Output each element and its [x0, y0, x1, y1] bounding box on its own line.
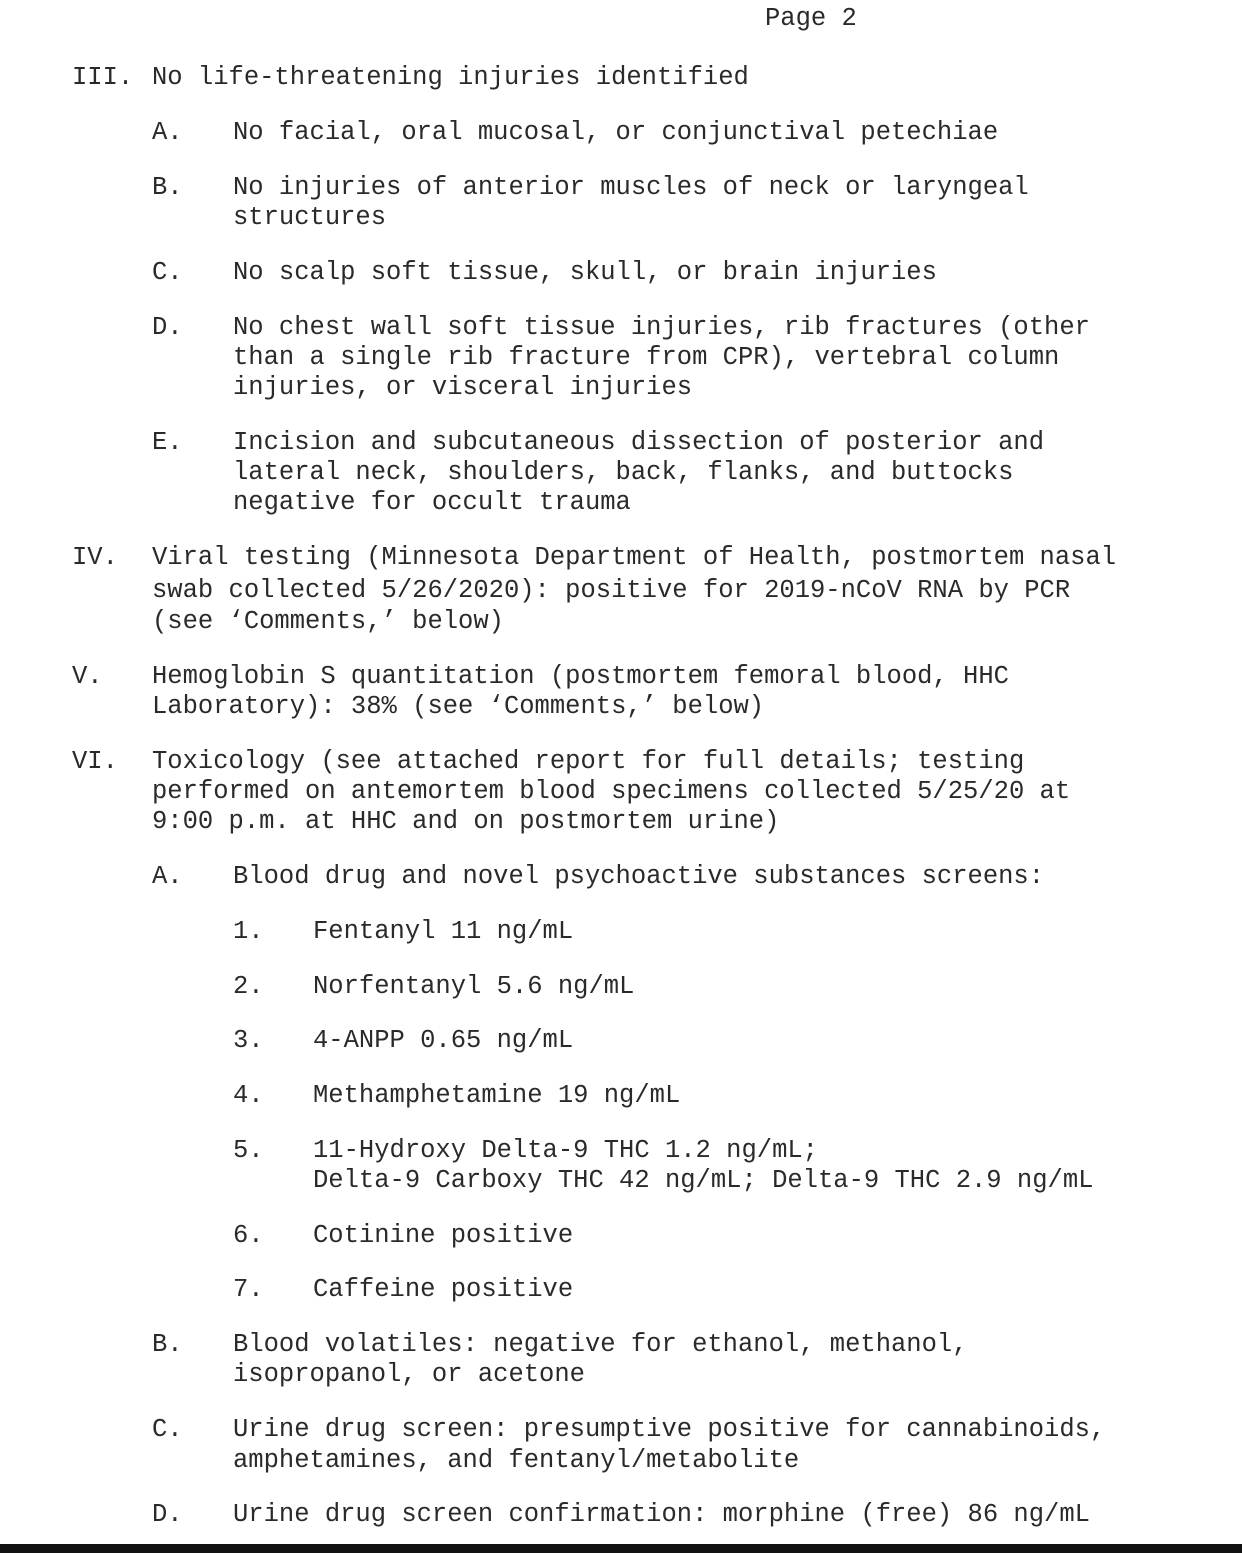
list-item-text: Norfentanyl 5.6 ng/mL [313, 972, 635, 1001]
subitem-marker: C. [152, 1415, 183, 1444]
subitem-text-line: No scalp soft tissue, skull, or brain injuries [233, 258, 937, 287]
subitem-text-line: negative for occult trauma [233, 488, 631, 517]
list-item-text: 4-ANPP 0.65 ng/mL [313, 1026, 574, 1055]
list-item-number: 6. [233, 1221, 264, 1250]
list-item-text: 11-Hydroxy Delta-9 THC 1.2 ng/mL; [313, 1136, 818, 1165]
list-item-number: 3. [233, 1026, 264, 1055]
subitem-text-line: lateral neck, shoulders, back, flanks, and buttocks [233, 458, 1014, 487]
subitem-marker: D. [152, 313, 183, 342]
subitem-marker: B. [152, 173, 183, 202]
subitem-marker: E. [152, 428, 183, 457]
list-item-number: 2. [233, 972, 264, 1001]
section-text-line: Hemoglobin S quantitation (postmortem femoral blood, HHC [152, 662, 1009, 691]
subitem-text-line: than a single rib fracture from CPR), vertebral column [233, 343, 1060, 372]
section-text-line: (see ‘Comments,’ below) [152, 607, 504, 636]
subitem-text-line: No chest wall soft tissue injuries, rib fractures (other [233, 313, 1090, 342]
list-item-number: 4. [233, 1081, 264, 1110]
section-text-line: Viral testing (Minnesota Department of Health, postmortem nasal [152, 543, 1117, 572]
subitem-text-line: Blood volatiles: negative for ethanol, methanol, [233, 1330, 968, 1359]
section-text-line: 9:00 p.m. at HHC and on postmortem urine) [152, 807, 780, 836]
list-item-number: 1. [233, 917, 264, 946]
bottom-border [0, 1544, 1242, 1553]
section-marker: VI. [72, 747, 118, 776]
page-number: Page 2 [765, 4, 857, 33]
subitem-text-line: Incision and subcutaneous dissection of posterior and [233, 428, 1045, 457]
subitem-marker: A. [152, 118, 183, 147]
subitem-text-line: structures [233, 203, 387, 232]
list-item-number: 5. [233, 1136, 264, 1165]
subitem-text-line: No facial, oral mucosal, or conjunctival petechiae [233, 118, 999, 147]
subitem-text-line: isopropanol, or acetone [233, 1360, 585, 1389]
list-item-text: Caffeine positive [313, 1275, 574, 1304]
section-text-line: swab collected 5/26/2020): positive for 2019-nCoV RNA by PCR [152, 576, 1071, 605]
section-marker: III. [72, 63, 134, 92]
section-text-line: Laboratory): 38% (see ‘Comments,’ below) [152, 692, 765, 721]
list-item-text: Fentanyl 11 ng/mL [313, 917, 574, 946]
subitem-marker: D. [152, 1500, 183, 1529]
section-text-line: No life-threatening injuries identified [152, 63, 749, 92]
list-item-text: Cotinine positive [313, 1221, 574, 1250]
list-item-text: Delta-9 Carboxy THC 42 ng/mL; Delta-9 THC 2.9 ng/mL [313, 1166, 1094, 1195]
subitem-marker: A. [152, 862, 183, 891]
subitem-text-line: injuries, or visceral injuries [233, 373, 693, 402]
section-marker: IV. [72, 543, 118, 572]
subitem-text-line: amphetamines, and fentanyl/metabolite [233, 1446, 800, 1475]
section-text-line: performed on antemortem blood specimens collected 5/25/20 at [152, 777, 1071, 806]
subitem-marker: B. [152, 1330, 183, 1359]
list-item-number: 7. [233, 1275, 264, 1304]
subitem-text-line: Blood drug and novel psychoactive substances screens: [233, 862, 1045, 891]
subitem-text-line: Urine drug screen: presumptive positive for cannabinoids, [233, 1415, 1106, 1444]
subitem-text-line: Urine drug screen confirmation: morphine (free) 86 ng/mL [233, 1500, 1090, 1529]
section-text-line: Toxicology (see attached report for full details; testing [152, 747, 1025, 776]
subitem-text-line: No injuries of anterior muscles of neck or laryngeal [233, 173, 1029, 202]
subitem-marker: C. [152, 258, 183, 287]
list-item-text: Methamphetamine 19 ng/mL [313, 1081, 681, 1110]
section-marker: V. [72, 662, 103, 691]
